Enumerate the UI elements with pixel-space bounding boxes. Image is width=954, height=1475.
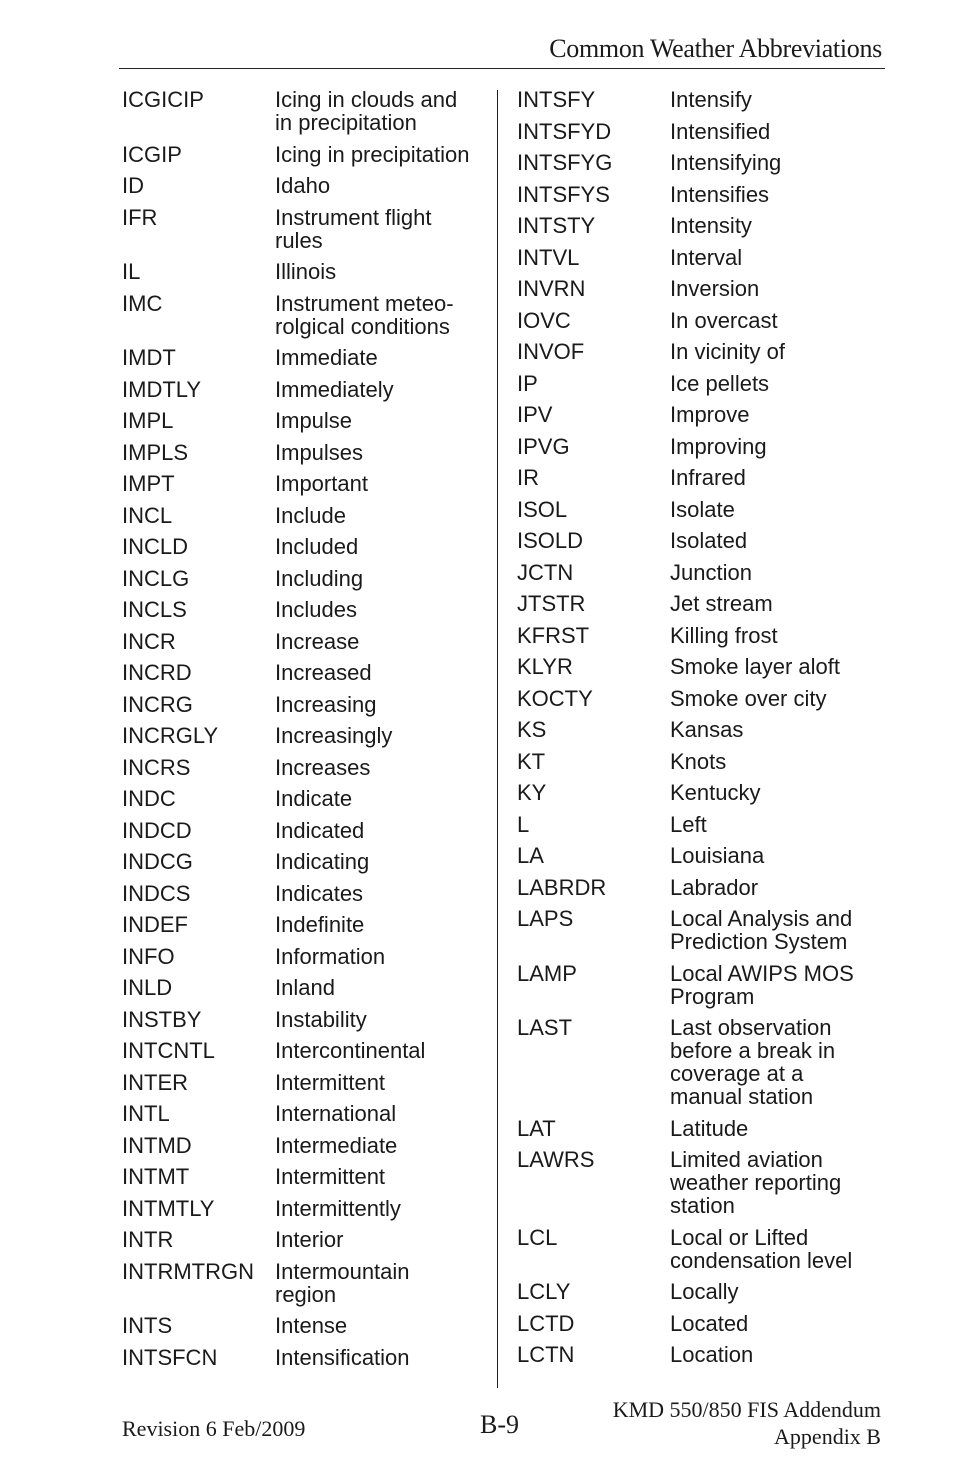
abbreviation-entry [122,941,482,973]
abbreviation-entry [517,179,877,211]
abbreviation-meaning: Intermittently [275,1195,401,1221]
abbreviation-meaning: Kentucky [670,780,761,805]
abbreviation-entry [517,242,877,274]
abbreviation-entry [517,840,877,872]
abbreviation-meaning: Indicated [275,817,365,843]
abbreviation-meaning: Instrument flight rules [275,204,432,253]
abbreviation-entry [517,1113,877,1145]
abbreviation-meaning: Intermittent [275,1164,386,1189]
abbreviation-entry [122,594,482,626]
abbreviation-meaning: Includes [275,597,357,622]
abbreviation-meaning: Increasing [275,691,377,717]
abbreviation-meaning: Instability [275,1006,367,1032]
abbreviation-entry [517,368,877,400]
abbreviation-meaning: Interval [670,244,743,270]
abbreviation-code: LAWRS [517,1147,595,1172]
abbreviation-meaning: Infrared [670,465,746,490]
abbreviation-code: ISOLD [517,528,584,553]
abbreviation-meaning: Intermediate [275,1132,398,1158]
abbreviation-code: JTSTR [517,591,586,616]
abbreviation-meaning: Last observation before a break in coverage at a manual station [670,1015,836,1109]
abbreviation-meaning: Limited aviation weather reporting station [670,1147,842,1218]
abbreviation-meaning: Indicate [275,786,353,811]
abbreviation-code: INTSFYS [517,181,610,207]
abbreviation-code: IP [517,370,538,396]
abbreviation-meaning: Intensifying [670,150,782,175]
abbreviation-entry [122,468,482,500]
abbreviation-code: INTL [122,1101,170,1126]
abbreviation-entry [122,1342,482,1374]
abbreviation-code: INTVL [517,244,580,270]
abbreviation-meaning: Intercontinental [275,1038,426,1063]
abbreviation-entry [517,494,877,526]
abbreviation-entry [122,689,482,721]
abbreviation-code: IFR [122,204,158,230]
abbreviation-meaning: Improving [670,433,767,459]
abbreviation-entry [122,1224,482,1256]
abbreviation-meaning: Labrador [670,874,759,900]
abbreviation-meaning: Smoke layer aloft [670,654,840,679]
abbreviation-entry [517,1308,877,1340]
abbreviation-meaning: Increases [275,754,371,780]
abbreviation-code: INCRG [122,691,193,717]
abbreviation-entry [122,1130,482,1162]
abbreviation-entry [122,342,482,374]
abbreviation-code: INDCD [122,817,192,843]
abbreviation-code: ID [122,173,144,198]
abbreviation-entry [122,878,482,910]
abbreviation-code: INTMT [122,1164,190,1189]
abbreviation-code: INDCS [122,880,191,906]
abbreviation-meaning: Illinois [275,259,337,284]
abbreviation-entry [517,683,877,715]
abbreviation-entry [122,202,482,257]
abbreviation-entry [122,1004,482,1036]
abbreviation-meaning: Increase [275,628,360,654]
abbreviation-code: INCRS [122,754,191,780]
abbreviation-meaning: Including [275,565,364,591]
abbreviation-code: KY [517,780,547,805]
abbreviation-meaning: Smoke over city [670,685,827,711]
abbreviation-entry [517,210,877,242]
abbreviation-code: INCLG [122,565,190,591]
abbreviation-code: INCRD [122,660,192,685]
abbreviation-code: INTMD [122,1132,192,1158]
abbreviation-code: INVOF [517,339,585,364]
abbreviation-code: IMDT [122,345,176,370]
abbreviation-code: INTRMTRGN [122,1258,254,1284]
abbreviation-entry [517,620,877,652]
abbreviation-code: KFRST [517,622,590,648]
abbreviation-meaning: Impulse [275,408,353,433]
abbreviation-meaning: In overcast [670,307,778,333]
abbreviation-meaning: Information [275,943,386,969]
document-info [613,1396,881,1450]
abbreviation-entry [122,846,482,878]
abbreviation-entry [517,84,877,116]
abbreviation-entry [517,588,877,620]
abbreviation-meaning: Icing in precipitation [275,141,470,167]
document-title: KMD 550/850 FIS Addendum [612,1397,881,1422]
abbreviation-entry [122,752,482,784]
abbreviation-code: INDEF [122,912,188,937]
abbreviation-meaning: Intermountain region [275,1258,410,1307]
abbreviation-entry [517,1276,877,1308]
abbreviation-code: INCRGLY [122,723,219,748]
abbreviation-code: LCL [517,1224,558,1250]
abbreviation-entry [517,1012,877,1113]
abbreviation-entry [517,399,877,431]
abbreviation-meaning: Latitude [670,1115,749,1141]
abbreviation-code: INDC [122,786,176,811]
abbreviation-meaning: Idaho [275,173,331,198]
abbreviation-meaning: Location [670,1342,754,1367]
abbreviation-list-right [517,84,877,1371]
abbreviation-entry [122,1035,482,1067]
abbreviation-meaning: Icing in clouds and in precipitation [275,87,458,135]
abbreviation-meaning: Isolated [670,528,748,553]
abbreviation-code: LCTD [517,1310,575,1336]
abbreviation-list-left [122,84,482,1373]
abbreviation-code: ICGIP [122,141,182,167]
abbreviation-entry [122,815,482,847]
abbreviation-meaning: Local or Lifted condensation level [670,1224,853,1273]
abbreviation-meaning: Intermittent [275,1069,386,1095]
abbreviation-entry [122,1161,482,1193]
abbreviation-meaning: Immediately [275,376,394,402]
abbreviation-entry [517,525,877,557]
abbreviation-code: IMPLS [122,439,189,465]
abbreviation-code: INTSFYG [517,150,613,175]
abbreviation-code: LAPS [517,906,574,931]
abbreviation-entry [517,746,877,778]
abbreviation-code: IMC [122,290,163,316]
abbreviation-code: INLD [122,975,173,1000]
abbreviation-entry [517,336,877,368]
abbreviation-entry [122,626,482,658]
abbreviation-code: LAMP [517,960,577,986]
abbreviation-code: LAST [517,1015,573,1040]
abbreviation-code: KLYR [517,654,573,679]
abbreviation-entry [122,1193,482,1225]
abbreviation-meaning: Kansas [670,717,744,742]
abbreviation-meaning: Louisiana [670,843,765,868]
abbreviation-code: IMPT [122,471,175,496]
abbreviation-code: INCR [122,628,176,654]
abbreviation-entry [122,1098,482,1130]
abbreviation-meaning: Immediate [275,345,378,370]
column-divider [497,90,498,1388]
abbreviation-entry [122,783,482,815]
abbreviation-entry [122,531,482,563]
abbreviation-entry [517,116,877,148]
abbreviation-meaning: Intensified [670,118,771,144]
abbreviation-meaning: Intensifies [670,181,770,207]
abbreviation-entry [517,431,877,463]
abbreviation-meaning: Inland [275,975,335,1000]
abbreviation-entry [122,1067,482,1099]
header-divider [119,68,885,69]
abbreviation-meaning: Left [670,811,707,837]
abbreviation-code: INSTBY [122,1006,202,1032]
abbreviation-entry [517,462,877,494]
abbreviation-code: INDCG [122,849,193,874]
abbreviation-code: LCLY [517,1279,571,1304]
abbreviation-meaning: Local Analysis and Prediction System [670,906,853,954]
abbreviation-code: IPVG [517,433,570,459]
abbreviation-meaning: Local AWIPS MOS Program [670,960,854,1009]
abbreviation-code: INTSFY [517,87,596,112]
abbreviation-entry [122,374,482,406]
abbreviation-meaning: Killing frost [670,622,778,648]
abbreviation-code: IL [122,259,141,284]
abbreviation-code: KS [517,717,547,742]
abbreviation-entry [517,958,877,1013]
abbreviation-code: L [517,811,530,837]
abbreviation-entry [122,972,482,1004]
abbreviation-entry [517,903,877,958]
appendix-label: Appendix B [774,1424,881,1449]
abbreviation-code: ISOL [517,496,568,522]
abbreviation-meaning: Impulses [275,439,364,465]
abbreviation-code: INCLS [122,597,187,622]
abbreviation-code: INCLD [122,534,189,559]
abbreviation-code: IR [517,465,539,490]
abbreviation-meaning: Jet stream [670,591,773,616]
abbreviation-entry [122,170,482,202]
abbreviation-code: INTS [122,1313,173,1338]
abbreviation-entry [122,437,482,469]
abbreviation-entry [122,657,482,689]
abbreviation-entry [122,84,482,139]
abbreviation-meaning: Instrument meteo- rolgical conditions [275,290,454,339]
abbreviation-meaning: Include [275,502,346,528]
abbreviation-meaning: Ice pellets [670,370,770,396]
abbreviation-meaning: Indefinite [275,912,365,937]
abbreviation-meaning: Interior [275,1227,344,1252]
abbreviation-entry [122,1256,482,1311]
page-number: B-9 [480,1410,519,1439]
abbreviation-entry [517,777,877,809]
abbreviation-code: INCL [122,502,173,528]
abbreviation-entry [122,405,482,437]
revision-label: Revision 6 Feb/2009 [122,1416,306,1441]
abbreviation-code: LCTN [517,1342,575,1367]
abbreviation-entry [517,1222,877,1277]
abbreviation-entry [517,872,877,904]
abbreviation-entry [517,1339,877,1371]
abbreviation-meaning: Intensity [670,213,752,238]
abbreviation-meaning: Locally [670,1279,739,1304]
abbreviation-entry [517,651,877,683]
abbreviation-entry [122,288,482,343]
abbreviation-code: LABRDR [517,874,607,900]
abbreviation-entry [122,563,482,595]
abbreviation-meaning: Indicating [275,849,370,874]
abbreviation-meaning: Located [670,1310,749,1336]
abbreviation-meaning: Indicates [275,880,364,906]
abbreviation-meaning: Knots [670,748,727,774]
abbreviation-code: KT [517,748,546,774]
abbreviation-meaning: Inversion [670,276,760,301]
abbreviation-entry [122,909,482,941]
abbreviation-entry [517,714,877,746]
abbreviation-entry [122,139,482,171]
abbreviation-entry [122,256,482,288]
abbreviation-code: INTSFYD [517,118,612,144]
abbreviation-code: INTSTY [517,213,596,238]
abbreviation-meaning: Increasingly [275,723,393,748]
abbreviation-code: INTCNTL [122,1038,215,1063]
abbreviation-entry [517,273,877,305]
page-header-title: Common Weather Abbreviations [549,34,882,63]
abbreviation-meaning: Included [275,534,359,559]
abbreviation-code: ICGICIP [122,87,204,112]
abbreviation-code: IMDTLY [122,376,202,402]
abbreviation-code: IMPL [122,408,174,433]
abbreviation-entry [122,1310,482,1342]
abbreviation-meaning: Junction [670,559,752,585]
abbreviation-code: LAT [517,1115,556,1141]
abbreviation-meaning: Intensify [670,87,752,112]
abbreviation-code: JCTN [517,559,574,585]
abbreviation-code: INTR [122,1227,174,1252]
abbreviation-code: LA [517,843,544,868]
abbreviation-code: INTMTLY [122,1195,215,1221]
abbreviation-meaning: Important [275,471,368,496]
abbreviation-entry [517,557,877,589]
abbreviation-meaning: Intensification [275,1344,410,1370]
abbreviation-meaning: In vicinity of [670,339,785,364]
abbreviation-meaning: International [275,1101,397,1126]
abbreviation-meaning: Intense [275,1313,348,1338]
abbreviation-code: INVRN [517,276,586,301]
abbreviation-entry [517,305,877,337]
abbreviation-entry [122,500,482,532]
abbreviation-code: INTSFCN [122,1344,218,1370]
abbreviation-code: IOVC [517,307,571,333]
abbreviation-code: INFO [122,943,175,969]
abbreviation-code: KOCTY [517,685,593,711]
abbreviation-entry [517,809,877,841]
abbreviation-code: INTER [122,1069,188,1095]
abbreviation-meaning: Improve [670,402,750,427]
abbreviation-entry [517,1144,877,1222]
abbreviation-meaning: Increased [275,660,372,685]
abbreviation-code: IPV [517,402,553,427]
abbreviation-entry [122,720,482,752]
abbreviation-entry [517,147,877,179]
abbreviation-meaning: Isolate [670,496,735,522]
